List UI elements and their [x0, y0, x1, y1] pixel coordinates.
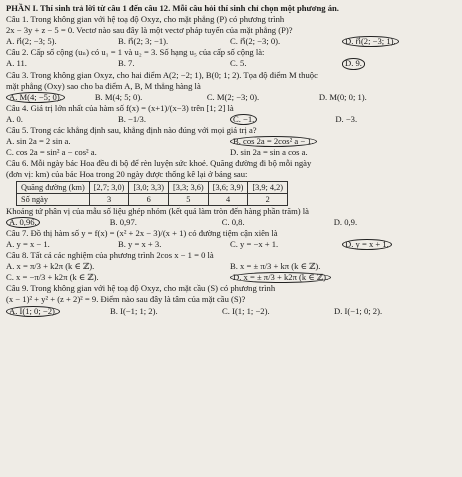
frequency-table: [16, 181, 288, 206]
option-b[interactable]: B. y = x + 3.: [118, 238, 162, 249]
table-cell: 4: [208, 193, 248, 205]
options-row: [6, 239, 456, 250]
options-row: [6, 114, 456, 125]
question-3: [6, 70, 456, 103]
option-d[interactable]: D. sin 2a = sin a cos a.: [230, 147, 308, 158]
option-a[interactable]: A. x = π/3 + k2π (k ∈ ℤ).: [6, 261, 95, 272]
option-b[interactable]: B. I(−1; 1; 2).: [110, 305, 158, 316]
option-d[interactable]: D. M(0; 0; 1).: [318, 91, 367, 102]
option-a[interactable]: A. y = x − 1.: [6, 238, 50, 249]
option-d[interactable]: D. I(−1; 0; 2).: [334, 305, 383, 316]
question-stem-line: (x − 1)² + y² + (z + 2)² = 9. Điểm nào sau đây là tâm của mặt cầu (S)?: [6, 294, 246, 305]
question-stem-line: (đơn vị: km) của bác Hoa trong 20 ngày được thống kê lại ở bảng sau:: [6, 169, 248, 180]
table-cell: [3,9; 4,2): [248, 181, 288, 193]
option-d-circled[interactable]: D. n⃗(2; −3; 1).: [342, 36, 399, 47]
table-header-cell: Số ngày: [17, 193, 90, 205]
question-1: [6, 14, 456, 47]
option-c[interactable]: C. 5.: [230, 58, 247, 69]
question-6: [6, 158, 456, 228]
options-row: [6, 272, 456, 283]
option-b[interactable]: B. 0,97.: [109, 216, 137, 227]
option-c[interactable]: C. M(2; −3; 0).: [206, 91, 260, 102]
question-stem-line: Câu 7. Đồ thị hàm số y = f(x) = (x² + 2x − 3)/(x + 1) có đường tiệm cận xiên là: [6, 227, 278, 238]
part-heading: PHẦN I. Thí sinh trả lời từ câu 1 đến câu 12. Mỗi câu hỏi thí sinh chỉ chọn một phương án.: [6, 3, 339, 13]
option-b[interactable]: B. n⃗(2; 3; −1).: [118, 36, 169, 47]
option-a[interactable]: A. 11.: [6, 58, 27, 69]
question-stem-line: Câu 3. Trong không gian Oxyz, cho hai điểm A(2; −2; 1), B(0; 1; 2). Tọa độ điểm M thuộc: [6, 69, 318, 80]
table-cell: 6: [129, 193, 169, 205]
question-8: [6, 250, 456, 283]
question-2: [6, 47, 456, 69]
option-d[interactable]: D. 0,9.: [333, 216, 358, 227]
option-c-circled[interactable]: C. −1.: [230, 114, 257, 125]
option-c[interactable]: C. n⃗(2; −3; 0).: [230, 36, 281, 47]
table-header-cell: Quãng đường (km): [17, 181, 90, 193]
option-a-circled[interactable]: A. M(4; −5; 0).: [6, 92, 65, 103]
question-5: [6, 125, 456, 158]
question-stem-line: 2x − 3y + z − 5 = 0. Vectơ nào sau đây là một vectơ pháp tuyến của mặt phẳng (P)?: [6, 25, 293, 36]
options-row: [6, 136, 456, 147]
options-row: [6, 92, 456, 103]
option-c[interactable]: C. x = −π/3 + k2π (k ∈ ℤ).: [6, 272, 99, 283]
option-b[interactable]: B. x = ± π/3 + kπ (k ∈ ℤ).: [230, 261, 321, 272]
table-cell: 3: [89, 193, 129, 205]
question-stem-line: Câu 9. Trong không gian với hệ toạ độ Oxyz, cho mặt cầu (S) có phương trình: [6, 283, 276, 294]
option-b[interactable]: B. M(4; 5; 0).: [94, 91, 143, 102]
option-a-circled[interactable]: A. 0,96.: [6, 217, 40, 228]
question-stem-line: Khoảng tứ phân vị của mẫu số liệu ghép nhóm (kết quả làm tròn đến hàng phần trăm) là: [6, 205, 309, 216]
table-cell: [3,3; 3,6): [169, 181, 209, 193]
option-a[interactable]: A. n⃗(2; −3; 5).: [6, 36, 57, 47]
question-stem-line: Câu 5. Trong các khẳng định sau, khẳng định nào đúng với mọi giá trị a?: [6, 125, 257, 136]
option-c[interactable]: C. 0,8.: [221, 216, 245, 227]
option-c[interactable]: C. cos 2a = sin² a − cos² a.: [6, 147, 97, 158]
option-c[interactable]: C. y = −x + 1.: [230, 238, 279, 249]
question-stem-line: Câu 1. Trong không gian với hệ toạ độ Oxyz, cho mặt phẳng (P) có phương trình: [6, 14, 285, 25]
option-a[interactable]: A. sin 2a = 2 sin a.: [6, 136, 71, 147]
table-cell: 5: [169, 193, 209, 205]
option-d-circled[interactable]: D. x = ± π/3 + k2π (k ∈ ℤ).: [230, 272, 331, 283]
options-row: [6, 36, 456, 47]
option-d[interactable]: D. −3.: [335, 113, 358, 124]
question-7: [6, 228, 456, 250]
question-4: [6, 103, 456, 125]
table-row: [17, 193, 288, 205]
question-stem-line: Câu 8. Tất cả các nghiệm của phương trình 2cos x − 1 = 0 là: [6, 250, 214, 261]
question-9: [6, 283, 456, 316]
options-row: [6, 217, 456, 228]
option-d-circled[interactable]: D. y = x + 1.: [342, 239, 392, 250]
option-a-circled[interactable]: A. I(1; 0; −2).: [6, 306, 60, 317]
option-b-circled[interactable]: B. cos 2a = 2cos² a − 1.: [230, 136, 317, 147]
option-d-circled[interactable]: D. 9.: [342, 58, 365, 69]
question-stem-line: Câu 6. Mỗi ngày bác Hoa đều đi bộ để rèn luyện sức khoẻ. Quãng đường đi bộ mỗi ngày: [6, 158, 312, 169]
question-stem-line: mặt phẳng (Oxy) sao cho ba điểm A, B, M thẳng hàng là: [6, 80, 201, 91]
question-stem-line: Câu 4. Giá trị lớn nhất của hàm số f(x) = (x+1)/(x−3) trên [1; 2] là: [6, 102, 234, 113]
option-b[interactable]: B. 7.: [118, 58, 135, 69]
options-row: [6, 306, 456, 317]
table-cell: 2: [248, 193, 288, 205]
option-c[interactable]: C. I(1; 1; −2).: [222, 305, 270, 316]
table-cell: [2,7; 3,0): [89, 181, 129, 193]
table-cell: [3,6; 3,9): [208, 181, 248, 193]
question-stem-line: Câu 2. Cấp số cộng (uₙ) có u₁ = 1 và u₂ = 3. Số hạng u₅ của cấp số cộng là:: [6, 47, 265, 58]
options-row: [6, 261, 456, 272]
option-b[interactable]: B. −1/3.: [118, 113, 147, 124]
options-row: [6, 147, 456, 158]
table-cell: [3,0; 3,3): [129, 181, 169, 193]
option-a[interactable]: A. 0.: [6, 113, 23, 124]
options-row: [6, 58, 456, 69]
table-row: [17, 181, 288, 193]
